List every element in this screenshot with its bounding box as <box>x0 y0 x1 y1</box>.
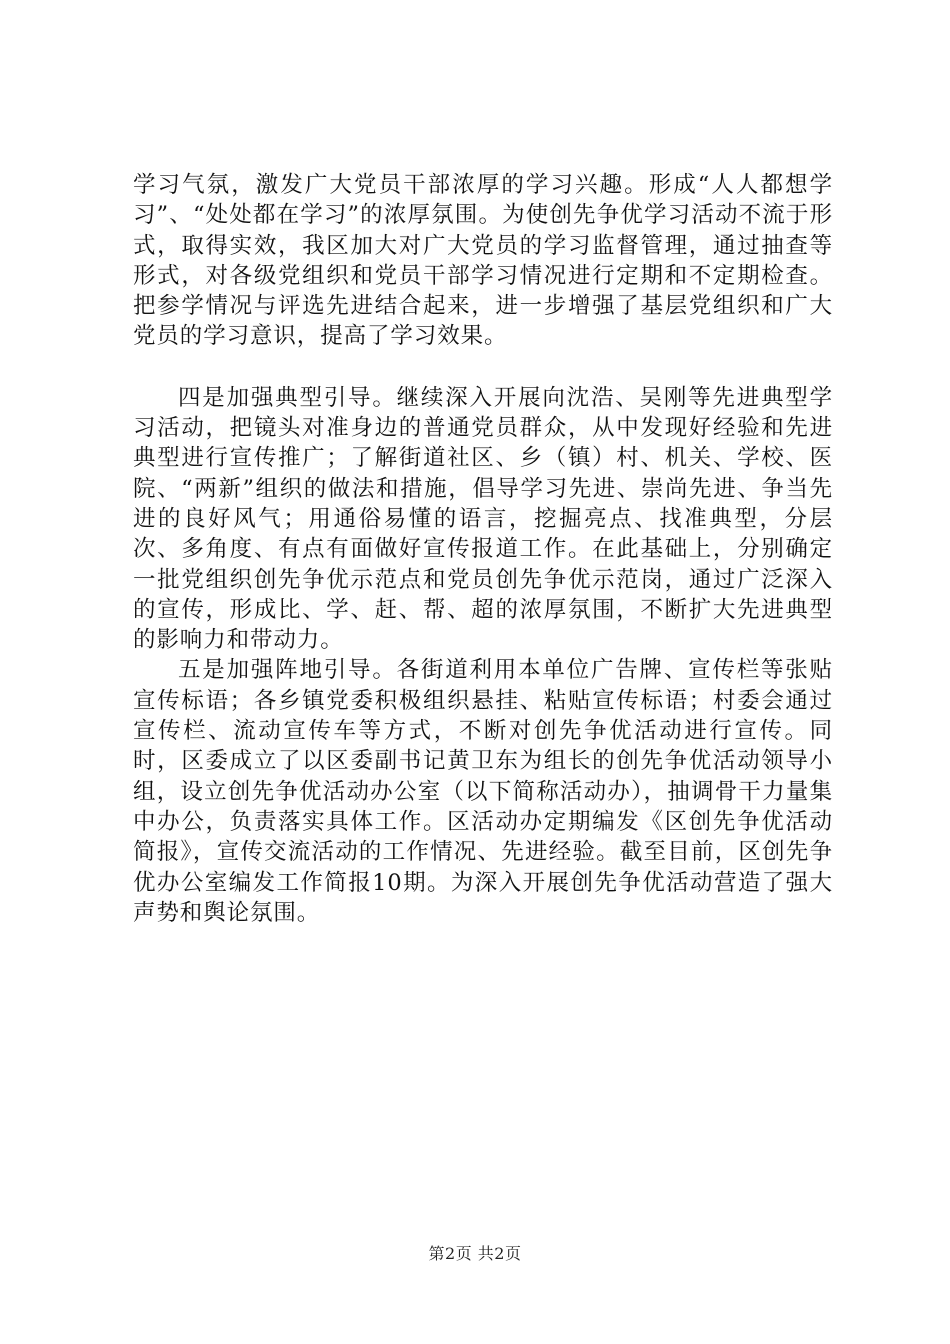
paragraph-typical-guidance: 四是加强典型引导。继续深入开展向沈浩、吴刚等先进典型学习活动，把镜头对准身边的普通党员群众，从中发现好经验和先进典型进行宣传推广；了解街道社区、乡（镇）村、机关、学校、医院、“两新”组织的做法和措施，倡导学习先进、崇尚先进、争当先进的良好风气；用通俗易懂的语言，挖掘亮点、找准典型，分层次、多角度、有点有面做好宣传报道工作。在此基础上，分别确定一批党组织创先争优示范点和党员创先争优示范岗，通过广泛深入的宣传，形成比、学、赶、帮、超的浓厚氛围，不断扩大先进典型的影响力和带动力。 <box>133 384 833 654</box>
paragraph-position-guidance: 五是加强阵地引导。各街道利用本单位广告牌、宣传栏等张贴宣传标语；各乡镇党委积极组织悬挂、粘贴宣传标语；村委会通过宣传栏、流动宣传车等方式，不断对创先争优活动进行宣传。同时，区委成立了以区委副书记黄卫东为组长的创先争优活动领导小组，设立创先争优活动办公室（以下简称活动办），抽调骨干力量集中办公，负责落实具体工作。区活动办定期编发《区创先争优活动简报》，宣传交流活动的工作情况、先进经验。截至目前，区创先争优办公室编发工作简报10期。为深入开展创先争优活动营造了强大声势和舆论氛围。 <box>133 657 833 926</box>
document-body <box>133 170 833 928</box>
page-number-footer: 第2页 共2页 <box>428 1244 522 1263</box>
paragraph-study-atmosphere: 学习气氛，激发广大党员干部浓厚的学习兴趣。形成“人人都想学习”、“处处都在学习”的浓厚氛围。为使创先争优学习活动不流于形式，取得实效，我区加大对广大党员的学习监督管理，通过抽查等形式，对各级党组织和党员干部学习情况进行定期和不定期检查。把参学情况与评选先进结合起来，进一步增强了基层党组织和广大党员的学习意识，提高了学习效果。 <box>133 172 833 350</box>
